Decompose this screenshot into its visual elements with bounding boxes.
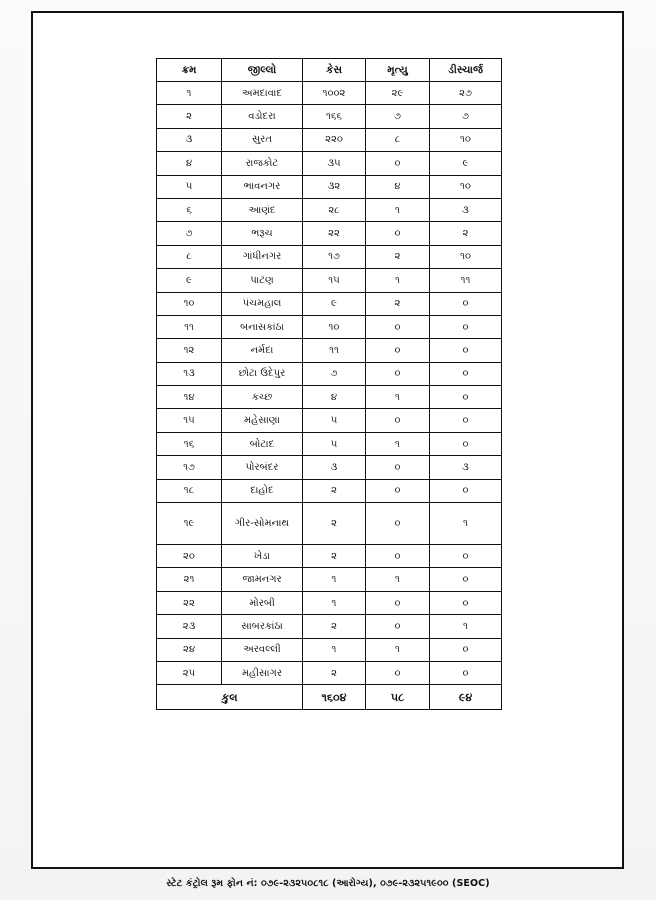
cell-cases: ૨	[303, 479, 366, 502]
cell-discharged: ૦	[430, 339, 502, 362]
cell-discharged: ૦	[430, 315, 502, 338]
cell-cases: ૨	[303, 545, 366, 568]
table-row	[157, 128, 502, 151]
district-stats-table	[156, 58, 502, 710]
cell-deaths: ૦	[366, 409, 430, 432]
cell-deaths: ૧	[366, 568, 430, 591]
cell-deaths: ૪	[366, 175, 430, 198]
control-room-phone-footer: સ્ટેટ કંટ્રોલ રૂમ ફોન નં: ૦૭૯-૨૩૨૫૦૮૧૮ (આરોગ્ય), ૦૭૯-૨૩૨૫૧૯૦૦ (SEOC)	[166, 878, 490, 889]
cell-cases: ૨	[303, 615, 366, 638]
cell-cases: ૭	[303, 362, 366, 385]
cell-serial: ૨૨	[157, 591, 222, 614]
cell-district: આણંદ	[222, 198, 303, 221]
table-row	[157, 479, 502, 502]
cell-discharged: ૦	[430, 292, 502, 315]
table-row	[157, 292, 502, 315]
cell-district: કચ્છ	[222, 386, 303, 409]
cell-discharged: ૦	[430, 545, 502, 568]
cell-cases: ૪	[303, 386, 366, 409]
table-row	[157, 409, 502, 432]
cell-serial: ૧૧	[157, 315, 222, 338]
cell-deaths: ૦	[366, 479, 430, 502]
cell-district: અરવલ્લી	[222, 638, 303, 661]
cell-deaths: ૦	[366, 591, 430, 614]
cell-district: રાજકોટ	[222, 152, 303, 175]
table-row	[157, 661, 502, 684]
total-row	[157, 685, 502, 710]
table-row	[157, 315, 502, 338]
cell-serial: ૧૩	[157, 362, 222, 385]
cell-deaths: ૧	[366, 432, 430, 455]
table-header-row	[157, 59, 502, 82]
cell-cases: ૨૨૦	[303, 128, 366, 151]
cell-district: મહીસાગર	[222, 661, 303, 684]
cell-district: છોટા ઉદેપુર	[222, 362, 303, 385]
table-row	[157, 432, 502, 455]
cell-serial: ૨૫	[157, 661, 222, 684]
cell-district: ભરૂચ	[222, 222, 303, 245]
table-row	[157, 152, 502, 175]
cell-cases: ૩૨	[303, 175, 366, 198]
cell-discharged: ૦	[430, 479, 502, 502]
cell-cases: ૧	[303, 591, 366, 614]
table-row	[157, 175, 502, 198]
cell-deaths: ૧	[366, 638, 430, 661]
cell-discharged: ૦	[430, 568, 502, 591]
cell-cases: ૨૮	[303, 198, 366, 221]
cell-deaths: ૦	[366, 545, 430, 568]
cell-deaths: ૧	[366, 386, 430, 409]
cell-district: મહેસાણા	[222, 409, 303, 432]
table-row	[157, 615, 502, 638]
cell-deaths: ૧	[366, 269, 430, 292]
table-row	[157, 269, 502, 292]
header-cases: કેસ	[303, 59, 366, 82]
cell-cases: ૨	[303, 661, 366, 684]
cell-deaths: ૦	[366, 152, 430, 175]
table-row	[157, 222, 502, 245]
cell-serial: ૩	[157, 128, 222, 151]
cell-serial: ૧૪	[157, 386, 222, 409]
table-row	[157, 456, 502, 479]
cell-district: પોરબંદર	[222, 456, 303, 479]
cell-serial: ૨૦	[157, 545, 222, 568]
cell-cases: ૧૬૬	[303, 105, 366, 128]
cell-cases: ૫	[303, 409, 366, 432]
cell-discharged: ૧	[430, 615, 502, 638]
cell-deaths: ૧	[366, 198, 430, 221]
cell-cases: ૧	[303, 638, 366, 661]
cell-district: પાટણ	[222, 269, 303, 292]
cell-discharged: ૦	[430, 409, 502, 432]
cell-discharged: ૧૦	[430, 245, 502, 268]
header-district: જીલ્લો	[222, 59, 303, 82]
cell-serial: ૪	[157, 152, 222, 175]
cell-district: અમદાવાદ	[222, 82, 303, 105]
cell-district: દાહોદ	[222, 479, 303, 502]
cell-discharged: ૧	[430, 503, 502, 545]
cell-discharged: ૧૧	[430, 269, 502, 292]
total-cases: ૧૬૦૪	[303, 685, 366, 710]
cell-cases: ૩૫	[303, 152, 366, 175]
cell-cases: ૧	[303, 568, 366, 591]
cell-cases: ૧૧	[303, 339, 366, 362]
cell-serial: ૧૨	[157, 339, 222, 362]
table-row	[157, 198, 502, 221]
cell-district: ખેડા	[222, 545, 303, 568]
cell-deaths: ૦	[366, 339, 430, 362]
table-row	[157, 339, 502, 362]
cell-district: મોરબી	[222, 591, 303, 614]
cell-district: ગાંધીનગર	[222, 245, 303, 268]
cell-deaths: ૦	[366, 456, 430, 479]
cell-serial: ૧૮	[157, 479, 222, 502]
total-discharged: ૯૪	[430, 685, 502, 710]
table-row	[157, 503, 502, 545]
cell-district: ભાવનગર	[222, 175, 303, 198]
cell-discharged: ૩	[430, 456, 502, 479]
cell-cases: ૨૨	[303, 222, 366, 245]
total-label: કુલ	[157, 685, 303, 710]
cell-serial: ૮	[157, 245, 222, 268]
cell-cases: ૧૭	[303, 245, 366, 268]
cell-deaths: ૦	[366, 615, 430, 638]
cell-deaths: ૦	[366, 503, 430, 545]
cell-serial: ૯	[157, 269, 222, 292]
cell-serial: ૨૩	[157, 615, 222, 638]
cell-cases: ૧૫	[303, 269, 366, 292]
cell-discharged: ૦	[430, 362, 502, 385]
table-row	[157, 568, 502, 591]
cell-district: વડોદરા	[222, 105, 303, 128]
cell-deaths: ૨	[366, 292, 430, 315]
cell-discharged: ૭	[430, 105, 502, 128]
cell-cases: ૫	[303, 432, 366, 455]
cell-cases: ૯	[303, 292, 366, 315]
cell-district: ગીર-સોમનાથ	[222, 503, 303, 545]
cell-district: પંચમહાલ	[222, 292, 303, 315]
cell-deaths: ૦	[366, 661, 430, 684]
cell-serial: ૭	[157, 222, 222, 245]
cell-district: સુરત	[222, 128, 303, 151]
cell-cases: ૨	[303, 503, 366, 545]
cell-serial: ૧૦	[157, 292, 222, 315]
cell-cases: ૧૦	[303, 315, 366, 338]
cell-serial: ૨૧	[157, 568, 222, 591]
header-discharged: ડીસ્ચાર્જ	[430, 59, 502, 82]
cell-district: બનાસકાંઠા	[222, 315, 303, 338]
cell-serial: ૨	[157, 105, 222, 128]
header-serial: ક્રમ	[157, 59, 222, 82]
cell-serial: ૫	[157, 175, 222, 198]
cell-district: નર્મદા	[222, 339, 303, 362]
cell-cases: ૩	[303, 456, 366, 479]
cell-deaths: ૦	[366, 222, 430, 245]
cell-serial: ૧૯	[157, 503, 222, 545]
cell-deaths: ૮	[366, 128, 430, 151]
cell-serial: ૨૪	[157, 638, 222, 661]
table-row	[157, 591, 502, 614]
cell-serial: ૬	[157, 198, 222, 221]
cell-deaths: ૭	[366, 105, 430, 128]
cell-discharged: ૨૭	[430, 82, 502, 105]
cell-discharged: ૩	[430, 198, 502, 221]
cell-discharged: ૧૦	[430, 128, 502, 151]
cell-discharged: ૨	[430, 222, 502, 245]
table-row	[157, 105, 502, 128]
cell-discharged: ૯	[430, 152, 502, 175]
cell-discharged: ૦	[430, 661, 502, 684]
table-row	[157, 386, 502, 409]
cell-district: જામનગર	[222, 568, 303, 591]
cell-deaths: ૨	[366, 245, 430, 268]
table-row	[157, 545, 502, 568]
header-deaths: મૃત્યુ	[366, 59, 430, 82]
cell-cases: ૧૦૦૨	[303, 82, 366, 105]
table-body	[157, 82, 502, 685]
cell-deaths: ૦	[366, 362, 430, 385]
cell-district: બોટાદ	[222, 432, 303, 455]
cell-serial: ૧	[157, 82, 222, 105]
cell-deaths: ૦	[366, 315, 430, 338]
cell-deaths: ૨૯	[366, 82, 430, 105]
table-row	[157, 362, 502, 385]
cell-discharged: ૦	[430, 386, 502, 409]
total-deaths: ૫૮	[366, 685, 430, 710]
cell-discharged: ૧૦	[430, 175, 502, 198]
table-row	[157, 638, 502, 661]
cell-district: સાબરકાંઠા	[222, 615, 303, 638]
cell-serial: ૧૬	[157, 432, 222, 455]
table-row	[157, 245, 502, 268]
cell-discharged: ૦	[430, 432, 502, 455]
cell-serial: ૧૫	[157, 409, 222, 432]
table-row	[157, 82, 502, 105]
cell-discharged: ૦	[430, 638, 502, 661]
cell-discharged: ૦	[430, 591, 502, 614]
cell-serial: ૧૭	[157, 456, 222, 479]
